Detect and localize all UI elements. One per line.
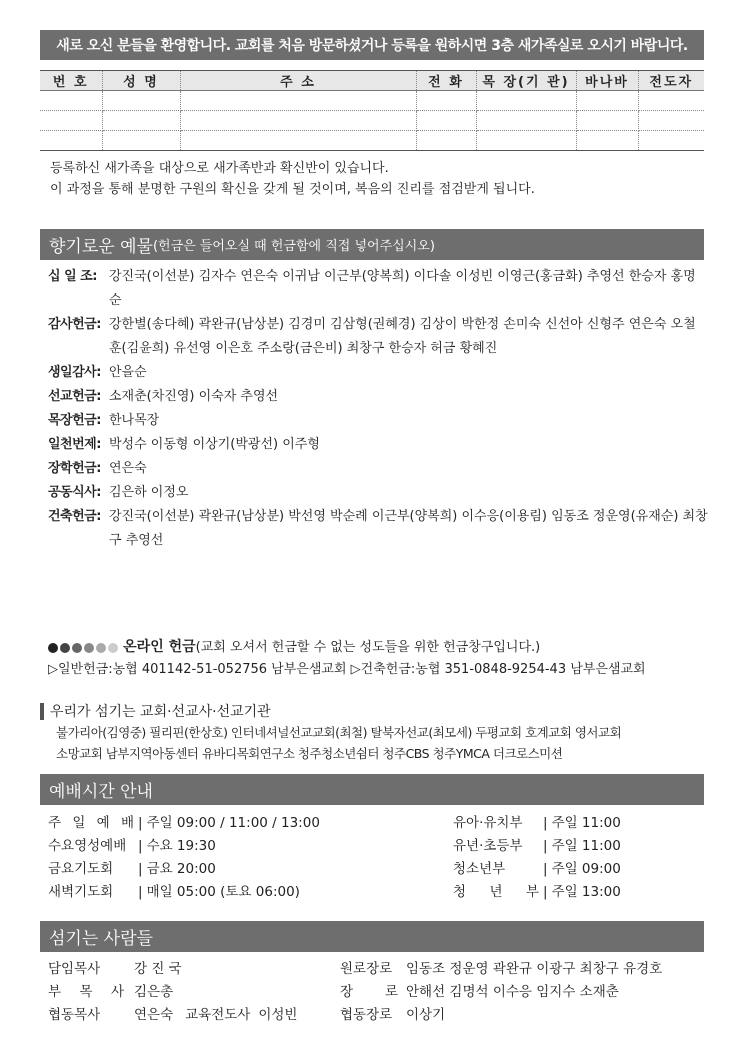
offering-subtitle: (헌금은 들어오실 때 헌금함에 직접 넣어주십시오) (152, 239, 435, 254)
registration-note (50, 158, 535, 200)
header-evangelist: 전도자 (638, 71, 704, 91)
offering-header (40, 229, 704, 260)
offering-label: 건축헌금: (48, 509, 101, 524)
header-name: 성 명 (102, 71, 180, 91)
separator: | (138, 861, 143, 877)
staff-value: 안해선 김명석 이수응 임지수 소재춘 (406, 984, 619, 1000)
service-row (453, 881, 621, 904)
staff-row (340, 1004, 662, 1027)
header-barnabas: 바나바 (576, 71, 638, 91)
separator: | (138, 838, 143, 854)
offering-row (48, 505, 708, 553)
table-row (40, 131, 704, 151)
online-subtitle: (교회 오셔서 헌금할 수 없는 성도들을 위한 헌금창구입니다.) (195, 640, 541, 655)
table-row (40, 111, 704, 131)
staff-row (48, 981, 297, 1004)
mission-section (40, 700, 704, 764)
service-time: 매일 05:00 (토요 06:00) (146, 884, 300, 900)
offering-names: 강진국(이선분) 김자수 연은숙 이귀남 이근부(양복희) 이다솔 이성빈 이영근(홍금화) 추영선 한승자 홍명순 (109, 269, 696, 308)
registration-table (40, 70, 704, 151)
staff-extra-value: 이성빈 (258, 1007, 298, 1023)
service-row (453, 812, 621, 835)
dot-icon (60, 643, 70, 653)
staff-label: 부 목 사 (48, 984, 124, 1000)
online-title: 온라인 헌금 (123, 639, 196, 655)
service-name: 주 일 예 배 (48, 815, 134, 831)
mission-heading (40, 700, 704, 722)
staff-label: 협동목사 (48, 1007, 101, 1023)
staff-label: 담임목사 (48, 961, 101, 977)
staff-label: 원로장로 (340, 961, 393, 977)
staff-right (340, 958, 662, 1027)
service-name: 유년·초등부 (453, 838, 523, 854)
service-time: 주일 13:00 (551, 884, 621, 900)
registration-banner: 새로 오신 분들을 환영합니다. 교회를 처음 방문하셨거나 등록을 원하시면 3층 새가족실로 오시기 바랍니다. (40, 30, 704, 60)
staff-value: 연은숙 (134, 1007, 174, 1023)
dots-icon (48, 640, 123, 655)
offering-names: 안을순 (109, 365, 147, 380)
services-right (453, 812, 621, 904)
offering-label: 십 일 조: (48, 269, 97, 284)
service-time: 주일 11:00 (551, 838, 621, 854)
online-offering (48, 636, 708, 681)
header-address: 주 소 (180, 71, 416, 91)
offering-names: 한나목장 (109, 413, 160, 428)
dot-icon (84, 643, 94, 653)
service-row (48, 812, 320, 835)
service-time: 주일 11:00 (551, 815, 621, 831)
offering-label: 장학헌금: (48, 461, 101, 476)
staff-row (48, 958, 297, 981)
service-row (48, 858, 320, 881)
offering-row (48, 313, 708, 361)
mission-line: 소망교회 남부지역아동센터 유바디목회연구소 청주청소년쉼터 청주CBS 청주YMCA 더크로스미션 (56, 746, 563, 761)
staff-value: 이상기 (406, 1007, 446, 1023)
offering-list (48, 265, 708, 553)
offering-label: 목장헌금: (48, 413, 101, 428)
staff-header (40, 921, 704, 952)
offering-row (48, 409, 708, 433)
staff-value: 임동조 정운영 곽완규 이광구 최창구 유경호 (406, 961, 663, 977)
services-title: 예배시간 안내 (49, 782, 153, 802)
staff-value: 강 진 국 (134, 961, 182, 977)
online-heading (48, 636, 708, 659)
service-name: 청 년 부 (453, 884, 539, 900)
service-name: 새벽기도회 (48, 884, 114, 900)
dot-icon (48, 643, 58, 653)
staff-title: 섬기는 사람들 (49, 929, 153, 949)
separator: | (543, 838, 548, 854)
heading-bar-icon (40, 703, 44, 720)
offering-row (48, 433, 708, 457)
table-row (40, 91, 704, 111)
service-row (453, 835, 621, 858)
separator: | (543, 815, 548, 831)
service-time: 수요 19:30 (146, 838, 216, 854)
offering-row (48, 481, 708, 505)
separator: | (543, 884, 548, 900)
mission-list (40, 722, 704, 764)
note-line: 등록하신 새가족을 대상으로 새가족반과 확신반이 있습니다. (50, 161, 389, 176)
staff-value: 김은총 (134, 984, 174, 1000)
service-name: 유아·유치부 (453, 815, 523, 831)
header-phone: 전 화 (416, 71, 476, 91)
offering-label: 생일감사: (48, 365, 101, 380)
staff-row (340, 981, 662, 1004)
service-time: 금요 20:00 (146, 861, 216, 877)
separator: | (543, 861, 548, 877)
service-name: 수요영성예배 (48, 838, 127, 854)
offering-row (48, 265, 708, 313)
header-number: 번 호 (40, 71, 102, 91)
offering-label: 감사헌금: (48, 317, 101, 332)
service-time: 주일 09:00 (551, 861, 621, 877)
staff-row (340, 958, 662, 981)
header-cell-group: 목 장(기 관) (476, 71, 576, 91)
offering-label: 선교헌금: (48, 389, 101, 404)
mission-line: 불가리아(김영중) 필리핀(한상호) 인터네셔널선교교회(최철) 탈북자선교(최모세) 두평교회 호계교회 영서교회 (56, 725, 622, 740)
online-accounts: ▷일반헌금:농협 401142-51-052756 남부은샘교회 ▷건축헌금:농협 351-0848-9254-43 남부은샘교회 (48, 662, 646, 677)
separator: | (138, 884, 143, 900)
offering-names: 강한별(송다혜) 곽완규(남상분) 김경미 김삼형(권혜경) 김상이 박한정 손미숙 신선아 신형주 연은숙 오철훈(김윤희) 유선영 이은호 주소랑(금은비) 최창구 한승자 허금 황혜진 (109, 317, 696, 356)
staff-label: 협동장로 (340, 1007, 393, 1023)
staff-extra-label: 교육전도사 (185, 1007, 251, 1023)
offering-names: 소재춘(차진영) 이숙자 추영선 (109, 389, 279, 404)
offering-names: 강진국(이선분) 곽완규(남상분) 박선영 박순례 이근부(양복희) 이수응(이용림) 임동조 정운영(유재순) 최창구 추영선 (109, 509, 708, 548)
dot-icon (108, 643, 118, 653)
note-line: 이 과정을 통해 분명한 구원의 확신을 갖게 될 것이며, 복음의 진리를 점검받게 됩니다. (50, 182, 535, 197)
offering-row (48, 385, 708, 409)
dot-icon (96, 643, 106, 653)
dot-icon (72, 643, 82, 653)
offering-names: 연은숙 (109, 461, 147, 476)
offering-names: 김은하 이정오 (109, 485, 189, 500)
service-row (48, 881, 320, 904)
separator: | (138, 815, 143, 831)
service-name: 금요기도회 (48, 861, 114, 877)
offering-names: 박성수 이동형 이상기(박광선) 이주형 (109, 437, 320, 452)
staff-left (48, 958, 297, 1027)
offering-label: 일천번제: (48, 437, 101, 452)
offering-row (48, 457, 708, 481)
offering-label: 공동식사: (48, 485, 101, 500)
service-row (48, 835, 320, 858)
service-time: 주일 09:00 / 11:00 / 13:00 (146, 815, 320, 831)
offering-row (48, 361, 708, 385)
service-row (453, 858, 621, 881)
mission-title: 우리가 섬기는 교회·선교사·선교기관 (50, 704, 271, 720)
staff-row (48, 1004, 297, 1027)
service-name: 청소년부 (453, 861, 506, 877)
offering-title: 향기로운 예물 (49, 237, 153, 257)
services-header (40, 774, 704, 805)
staff-label: 장 로 (340, 984, 398, 1000)
services-left (48, 812, 320, 904)
